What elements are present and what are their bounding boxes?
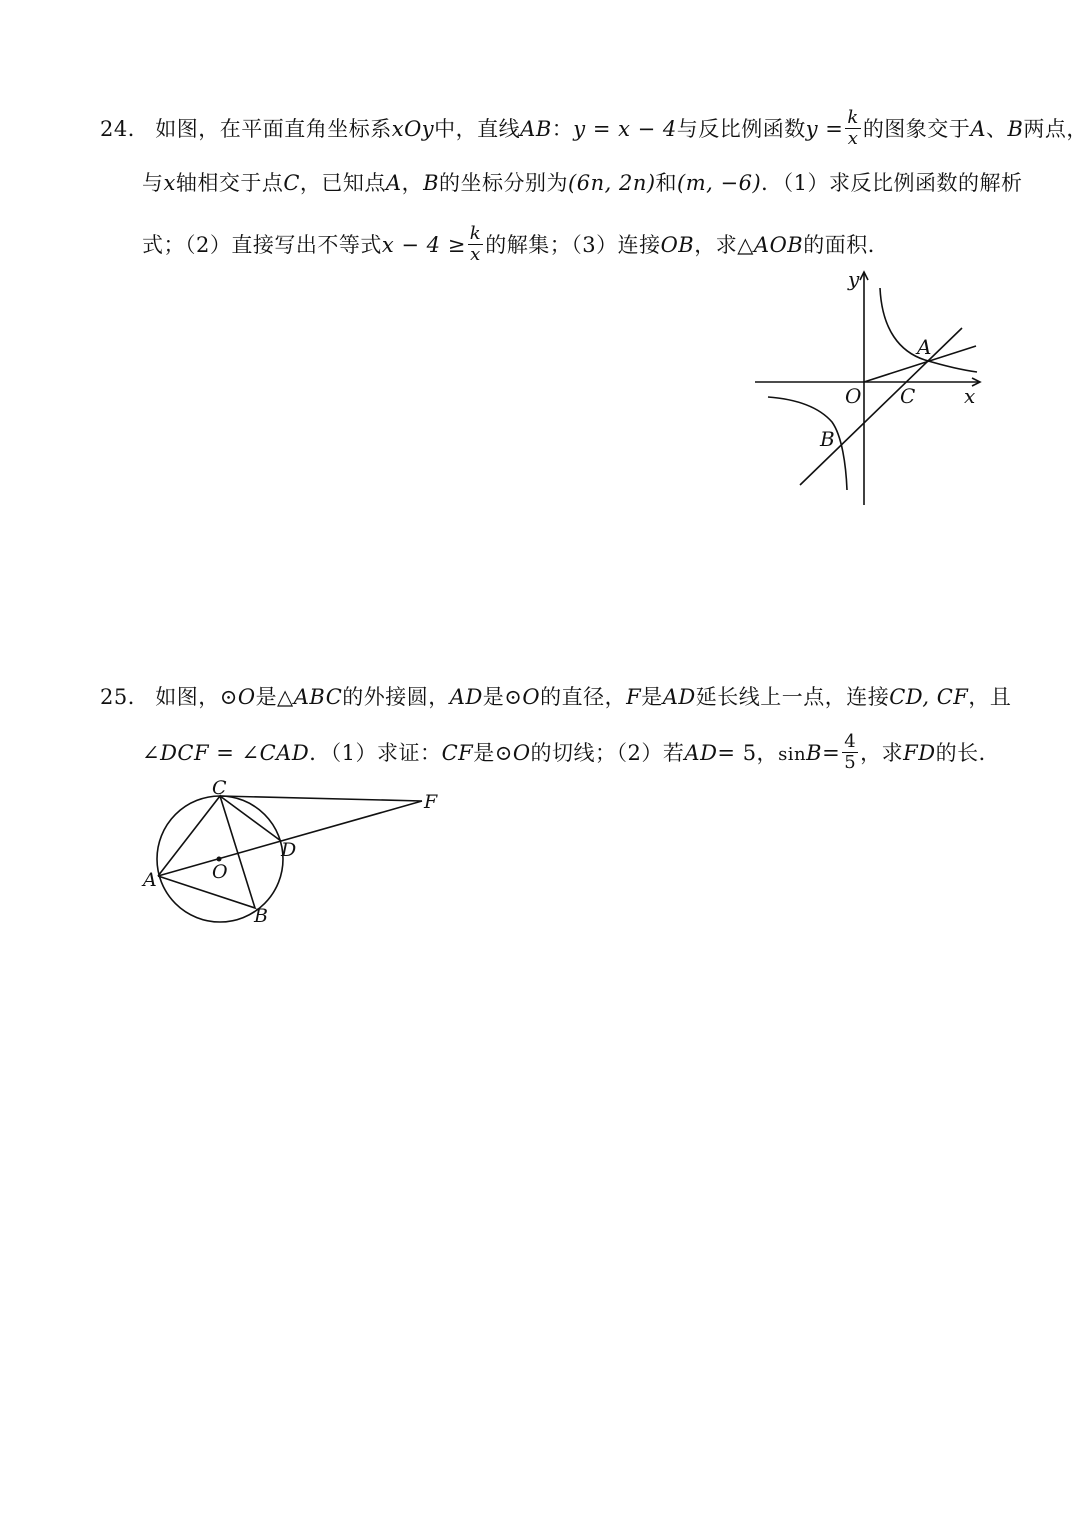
q24-math: B — [1007, 117, 1024, 141]
label-origin-o: O — [845, 384, 862, 408]
label-x: x — [964, 384, 976, 408]
q24-math: y = x − 4 — [573, 117, 677, 141]
q24-math: (6n, 2n) — [568, 171, 656, 195]
q25-math: O — [522, 685, 541, 709]
q25-math: CF — [441, 741, 474, 765]
q25-text: 的切线；（2）若 — [530, 741, 685, 765]
q24-math: x — [163, 171, 176, 195]
q25-line-1 — [100, 682, 1011, 712]
q24-fraction-k-over-x — [845, 108, 860, 149]
q24-text: 的图象交于 — [862, 117, 971, 141]
q25-text: ．（1）求证： — [309, 741, 442, 765]
q24-text: 的解集；（3）连接 — [485, 233, 661, 257]
q25-text: = — [822, 741, 841, 765]
fraction-denominator: x — [847, 128, 859, 149]
label-b: B — [820, 427, 835, 451]
fraction-numerator: k — [847, 107, 859, 128]
q25-text: 的长． — [935, 741, 1001, 765]
q25-math: B — [806, 741, 823, 765]
q24-math: OB — [660, 233, 695, 257]
q25-text: 的直径， — [540, 685, 627, 709]
q24-text: 式；（2）直接写出不等式 — [142, 233, 382, 257]
q24-math: y = — [805, 117, 844, 141]
q24-number: 24． — [100, 117, 150, 141]
q25-math: AD — [662, 685, 696, 709]
q25-math: F — [626, 685, 642, 709]
line-cf — [220, 796, 422, 801]
q25-text: sin — [778, 744, 807, 765]
q24-text: 的面积． — [803, 233, 890, 257]
q24-text: 两点， — [1023, 117, 1088, 141]
label-y: y — [848, 267, 860, 291]
q25-math: CD, CF — [889, 685, 969, 709]
q25-text: 延长线上一点，连接 — [695, 685, 890, 709]
fraction-denominator: 5 — [844, 752, 857, 773]
label-c: C — [212, 777, 227, 799]
q24-text: ，求△ — [694, 233, 754, 257]
q25-figure-circle — [140, 776, 450, 926]
q24-math: AB — [520, 117, 552, 141]
q24-text: ．（1）求反比例函数的解析 — [761, 171, 1023, 195]
q25-math: ∠DCF = ∠CAD — [142, 741, 310, 765]
q25-math: O — [512, 741, 531, 765]
q24-math: B — [423, 171, 440, 195]
q25-text: 是⊙ — [482, 685, 523, 709]
q24-math: A — [385, 171, 402, 195]
q25-text: 是△ — [255, 685, 294, 709]
q24-math: AOB — [753, 233, 804, 257]
q24-text: 、 — [985, 117, 1008, 141]
label-o: O — [212, 861, 228, 883]
q24-text: 的坐标分别为 — [439, 171, 569, 195]
q25-text: = 5， — [717, 741, 779, 765]
q25-math: AD — [684, 741, 718, 765]
q25-math: FD — [903, 741, 936, 765]
q24-line-1 — [100, 107, 1088, 151]
q24-text: 中，直线 — [434, 117, 521, 141]
line-cd — [220, 796, 281, 841]
q25-text: ，求 — [860, 741, 904, 765]
fraction-numerator: k — [469, 223, 482, 244]
q24-figure-graph — [740, 260, 990, 510]
q25-text: 是⊙ — [473, 741, 513, 765]
q25-number: 25． — [100, 685, 150, 709]
q24-text: 轴相交于点 — [175, 171, 284, 195]
q25-math: AD — [449, 685, 483, 709]
q24-text: 与 — [142, 171, 164, 195]
q25-line-2 — [142, 731, 1001, 775]
q24-fraction-k-over-x — [468, 224, 483, 265]
q24-math: C — [283, 171, 300, 195]
fraction-numerator: 4 — [844, 731, 857, 752]
label-f: F — [424, 791, 438, 813]
q25-text: ，且 — [968, 685, 1012, 709]
hyperbola-branch-q3 — [768, 397, 847, 490]
q24-text: ， — [401, 171, 424, 195]
q24-text: ： — [551, 117, 574, 141]
label-c: C — [900, 384, 916, 408]
q24-text: ，已知点 — [299, 171, 386, 195]
q24-text: 和 — [655, 171, 678, 195]
q25-text: 的外接圆， — [342, 685, 450, 709]
line-ab — [800, 328, 962, 485]
q24-text: 与反比例函数 — [676, 117, 806, 141]
q24-math: (m, −6) — [677, 171, 762, 195]
q25-math: O — [237, 685, 256, 709]
fraction-denominator: x — [470, 244, 481, 265]
q25-text: 是 — [641, 685, 663, 709]
q25-math: ABC — [293, 685, 343, 709]
label-d: D — [281, 839, 297, 861]
q24-math: A — [970, 117, 986, 141]
q24-line-2 — [142, 168, 1023, 198]
label-a: A — [917, 335, 932, 359]
label-a: A — [143, 869, 157, 891]
q24-text: 如图，在平面直角坐标系 — [155, 117, 392, 141]
label-b: B — [254, 905, 268, 927]
q25-text: 如图，⊙ — [155, 685, 238, 709]
q24-math: xOy — [391, 117, 435, 141]
q24-math: x − 4 ≥ — [381, 233, 466, 257]
q25-fraction-4-over-5 — [842, 732, 858, 773]
